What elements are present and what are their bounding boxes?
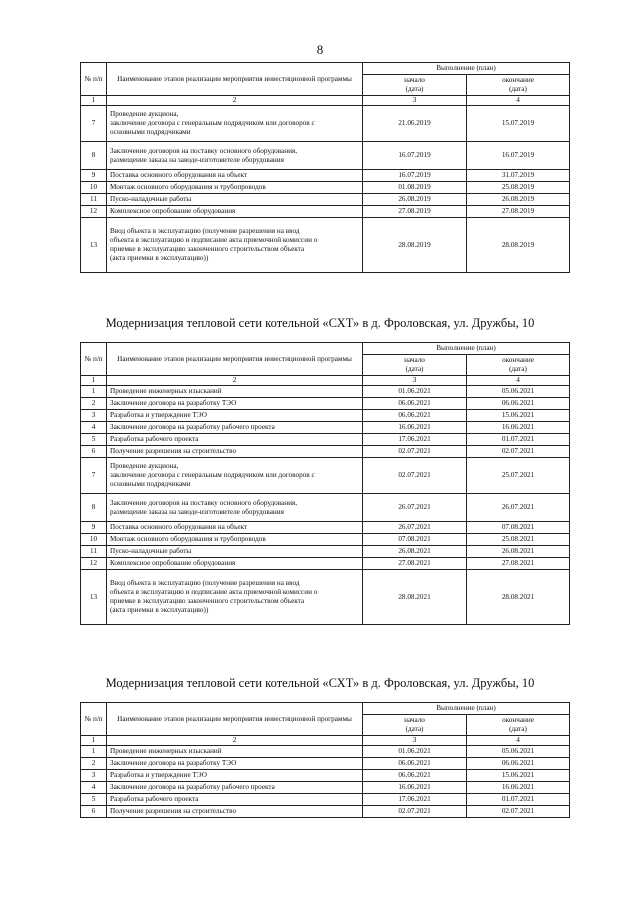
stage-name-line: Заключение договора на разработку ТЭО: [110, 759, 237, 767]
row-number: 10: [81, 182, 107, 194]
start-date: 06.06.2021: [363, 410, 467, 422]
end-date: 05.06.2021: [467, 386, 570, 398]
index-cell: 2: [107, 736, 363, 746]
stage-name-line: Поставка основного оборудования на объект: [110, 171, 248, 179]
row-number: 12: [81, 206, 107, 218]
index-cell: 1: [81, 736, 107, 746]
index-cell: 2: [107, 376, 363, 386]
stage-name: [107, 806, 363, 818]
end-date: 06.06.2021: [467, 758, 570, 770]
index-cell: 3: [363, 96, 467, 106]
header-execution: Выполнение (план): [363, 343, 570, 355]
header-end-unit: (дата): [509, 85, 527, 93]
page-number: 8: [316, 42, 324, 57]
index-cell: 4: [467, 96, 570, 106]
table-row: [81, 570, 570, 625]
stage-name-line: приемке в эксплуатацию законченного строительством объекта: [110, 245, 305, 253]
header-row: [81, 343, 570, 355]
start-date: 26.07.2021: [363, 494, 467, 522]
end-date: 26.07.2021: [467, 494, 570, 522]
stage-name: [107, 782, 363, 794]
stage-name-line: заключение договора с генеральным подрядчиком или договоров с: [110, 119, 315, 127]
end-date: 28.08.2021: [467, 570, 570, 625]
row-number: 13: [81, 570, 107, 625]
index-row: [81, 96, 570, 106]
section-title-2: Модернизация тепловой сети котельной «СХТ» в д. Фроловская, ул. Дружбы, 10: [105, 316, 535, 330]
header-start: [363, 715, 467, 736]
row-number: 11: [81, 194, 107, 206]
header-end-label: окончание: [502, 716, 534, 724]
start-date: 16.06.2021: [363, 782, 467, 794]
end-date: 31.07.2019: [467, 170, 570, 182]
stage-name-line: Заключение договоров на поставку основного оборудования,: [110, 146, 298, 155]
row-number: 6: [81, 806, 107, 818]
row-number: 4: [81, 782, 107, 794]
stage-name-line: Проведение аукциона,: [110, 110, 179, 118]
index-cell: 2: [107, 96, 363, 106]
start-date: 17.06.2021: [363, 434, 467, 446]
stage-name-line: Проведение инженерных изысканий: [110, 747, 222, 755]
header-end-unit: (дата): [509, 725, 527, 733]
end-date: 16.06.2021: [467, 782, 570, 794]
header-start-unit: (дата): [405, 725, 424, 733]
section-title-3: Модернизация тепловой сети котельной «СХТ» в д. Фроловская, ул. Дружбы, 10: [105, 676, 535, 690]
table-row: [81, 398, 570, 410]
start-date: 06.06.2021: [363, 398, 467, 410]
header-end-unit: (дата): [509, 365, 527, 373]
row-number: 7: [81, 458, 107, 494]
schedule-table-2: [80, 342, 570, 625]
header-num: № п/п: [81, 63, 107, 96]
row-number: 2: [81, 398, 107, 410]
table-row: [81, 194, 570, 206]
index-cell: 4: [467, 736, 570, 746]
table-row: [81, 494, 570, 522]
header-stage: Наименование этапов реализации мероприятия инвестиционной программы: [107, 703, 363, 736]
stage-name: [107, 422, 363, 434]
table-row: [81, 142, 570, 170]
stage-name: [107, 458, 363, 494]
row-number: 1: [81, 746, 107, 758]
start-date: 01.08.2019: [363, 182, 467, 194]
start-date: 28.08.2019: [363, 218, 467, 273]
row-number: 3: [81, 770, 107, 782]
row-number: 9: [81, 170, 107, 182]
table-row: [81, 410, 570, 422]
stage-name-line: (акта приемки в эксплуатацию)): [110, 606, 209, 614]
stage-name: [107, 570, 363, 625]
end-date: 16.07.2019: [467, 142, 570, 170]
stage-name: [107, 386, 363, 398]
start-date: 07.08.2021: [363, 534, 467, 546]
stage-name: [107, 206, 363, 218]
row-number: 8: [81, 494, 107, 522]
index-cell: 3: [363, 736, 467, 746]
end-date: 16.06.2021: [467, 422, 570, 434]
table-row: [81, 386, 570, 398]
start-date: 27.08.2019: [363, 206, 467, 218]
row-number: 9: [81, 522, 107, 534]
header-start-unit: (дата): [405, 365, 424, 373]
stage-name-line: Заключение договоров на поставку основного оборудования,: [110, 498, 298, 507]
stage-name: [107, 182, 363, 194]
header-end-label: окончание: [502, 76, 534, 84]
stage-name-line: объекта в эксплуатацию и подписание акта приемочной комиссии о: [110, 236, 318, 244]
row-number: 6: [81, 446, 107, 458]
end-date: 06.06.2021: [467, 398, 570, 410]
table-row: [81, 522, 570, 534]
stage-name: [107, 218, 363, 273]
table-row: [81, 458, 570, 494]
stage-name-line: Заключение договора на разработку рабочего проекта: [110, 423, 275, 431]
start-date: 02.07.2021: [363, 446, 467, 458]
row-number: 12: [81, 558, 107, 570]
start-date: 26.08.2021: [363, 546, 467, 558]
row-number: 5: [81, 794, 107, 806]
row-number: 5: [81, 434, 107, 446]
end-date: 05.06.2021: [467, 746, 570, 758]
stage-name-line: размещение заказа на заводе-изготовителе оборудования: [110, 155, 284, 164]
header-execution: Выполнение (план): [363, 63, 570, 75]
stage-name-line: Разработка и утверждение ТЭО: [110, 411, 207, 419]
stage-name: [107, 106, 363, 142]
end-date: 27.08.2019: [467, 206, 570, 218]
end-date: 01.07.2021: [467, 434, 570, 446]
index-row: [81, 376, 570, 386]
start-date: 06.06.2021: [363, 758, 467, 770]
table-row: [81, 806, 570, 818]
stage-name-line: приемке в эксплуатацию законченного строительством объекта: [110, 597, 305, 605]
end-date: 27.08.2021: [467, 558, 570, 570]
end-date: 25.08.2019: [467, 182, 570, 194]
header-end-label: окончание: [502, 356, 534, 364]
row-number: 1: [81, 386, 107, 398]
stage-name: [107, 558, 363, 570]
stage-name: [107, 522, 363, 534]
end-date: 15.07.2019: [467, 106, 570, 142]
stage-name: [107, 746, 363, 758]
header-end: [467, 75, 570, 96]
header-start-label: начало: [404, 716, 425, 724]
row-number: 13: [81, 218, 107, 273]
end-date: 25.08.2021: [467, 534, 570, 546]
start-date: 02.07.2021: [363, 806, 467, 818]
table-row: [81, 434, 570, 446]
stage-name: [107, 434, 363, 446]
stage-name-line: Пуско-наладочные работы: [110, 547, 192, 555]
stage-name: [107, 770, 363, 782]
end-date: 25.07.2021: [467, 458, 570, 494]
table-row: [81, 422, 570, 434]
table-row: [81, 106, 570, 142]
stage-name: [107, 546, 363, 558]
start-date: 06.06.2021: [363, 770, 467, 782]
header-start-label: начало: [404, 76, 425, 84]
stage-name-line: Монтаж основного оборудования и трубопроводов: [110, 535, 266, 543]
stage-name-line: Разработка рабочего проекта: [110, 435, 199, 443]
stage-name-line: Комплексное опробование оборудования: [110, 559, 236, 567]
start-date: 17.06.2021: [363, 794, 467, 806]
stage-name-line: Проведение аукциона,: [110, 462, 179, 470]
header-row: [81, 703, 570, 715]
schedule-table-1: [80, 62, 570, 273]
stage-name-line: Получение разрешения на строительство: [110, 807, 237, 815]
start-date: 21.06.2019: [363, 106, 467, 142]
table-row: [81, 558, 570, 570]
row-number: 11: [81, 546, 107, 558]
start-date: 16.07.2019: [363, 170, 467, 182]
start-date: 16.06.2021: [363, 422, 467, 434]
table-row: [81, 546, 570, 558]
header-start-label: начало: [404, 356, 425, 364]
header-end: [467, 355, 570, 376]
stage-name: [107, 410, 363, 422]
index-cell: 3: [363, 376, 467, 386]
row-number: 8: [81, 142, 107, 170]
header-stage: Наименование этапов реализации мероприятия инвестиционной программы: [107, 343, 363, 376]
stage-name-line: Разработка рабочего проекта: [110, 795, 199, 803]
stage-name-line: основными подрядчиками: [110, 480, 191, 488]
index-cell: 4: [467, 376, 570, 386]
stage-name-line: размещение заказа на заводе-изготовителе оборудования: [110, 507, 284, 516]
stage-name-line: основными подрядчиками: [110, 128, 191, 136]
stage-name-line: Поставка основного оборудования на объект: [110, 523, 248, 531]
stage-name: [107, 398, 363, 410]
stage-name-line: Ввод объекта в эксплуатацию (получение разрешения на ввод: [110, 579, 300, 587]
stage-name-line: Комплексное опробование оборудования: [110, 207, 236, 215]
stage-name-line: Заключение договора на разработку рабочего проекта: [110, 783, 275, 791]
header-start-unit: (дата): [405, 85, 424, 93]
row-number: 4: [81, 422, 107, 434]
index-row: [81, 736, 570, 746]
stage-name: [107, 142, 363, 170]
stage-name: [107, 758, 363, 770]
end-date: 26.08.2021: [467, 546, 570, 558]
start-date: 01.06.2021: [363, 386, 467, 398]
header-start: [363, 75, 467, 96]
stage-name: [107, 534, 363, 546]
end-date: 02.07.2021: [467, 446, 570, 458]
stage-name: [107, 170, 363, 182]
table-row: [81, 746, 570, 758]
start-date: 28.08.2021: [363, 570, 467, 625]
end-date: 26.08.2019: [467, 194, 570, 206]
stage-name: [107, 794, 363, 806]
table-row: [81, 218, 570, 273]
table-row: [81, 782, 570, 794]
stage-name: [107, 494, 363, 522]
stage-name-line: (акта приемки в эксплуатацию)): [110, 254, 209, 262]
table-row: [81, 758, 570, 770]
stage-name-line: Заключение договора на разработку ТЭО: [110, 399, 237, 407]
end-date: 07.08.2021: [467, 522, 570, 534]
start-date: 01.06.2021: [363, 746, 467, 758]
start-date: 26.07.2021: [363, 522, 467, 534]
row-number: 3: [81, 410, 107, 422]
header-num: № п/п: [81, 343, 107, 376]
start-date: 27.08.2021: [363, 558, 467, 570]
row-number: 2: [81, 758, 107, 770]
stage-name-line: заключение договора с генеральным подрядчиком или договоров с: [110, 471, 315, 479]
schedule-table-3: [80, 702, 570, 818]
stage-name-line: Монтаж основного оборудования и трубопроводов: [110, 183, 266, 191]
table-row: [81, 182, 570, 194]
index-cell: 1: [81, 376, 107, 386]
end-date: 02.07.2021: [467, 806, 570, 818]
stage-name: [107, 446, 363, 458]
header-start: [363, 355, 467, 376]
table-row: [81, 170, 570, 182]
stage-name-line: Ввод объекта в эксплуатацию (получение разрешения на ввод: [110, 227, 300, 235]
header-stage: Наименование этапов реализации мероприятия инвестиционной программы: [107, 63, 363, 96]
start-date: 16.07.2019: [363, 142, 467, 170]
table-row: [81, 794, 570, 806]
stage-name-line: Получение разрешения на строительство: [110, 447, 237, 455]
stage-name-line: объекта в эксплуатацию и подписание акта приемочной комиссии о: [110, 588, 318, 596]
header-execution: Выполнение (план): [363, 703, 570, 715]
header-row: [81, 63, 570, 75]
stage-name: [107, 194, 363, 206]
end-date: 01.07.2021: [467, 794, 570, 806]
index-cell: 1: [81, 96, 107, 106]
row-number: 10: [81, 534, 107, 546]
table-row: [81, 446, 570, 458]
header-end: [467, 715, 570, 736]
start-date: 26.08.2019: [363, 194, 467, 206]
stage-name-line: Проведение инженерных изысканий: [110, 387, 222, 395]
end-date: 15.06.2021: [467, 770, 570, 782]
stage-name-line: Разработка и утверждение ТЭО: [110, 771, 207, 779]
table-row: [81, 770, 570, 782]
row-number: 7: [81, 106, 107, 142]
end-date: 28.08.2019: [467, 218, 570, 273]
start-date: 02.07.2021: [363, 458, 467, 494]
header-num: № п/п: [81, 703, 107, 736]
table-row: [81, 534, 570, 546]
end-date: 15.06.2021: [467, 410, 570, 422]
table-row: [81, 206, 570, 218]
stage-name-line: Пуско-наладочные работы: [110, 195, 192, 203]
